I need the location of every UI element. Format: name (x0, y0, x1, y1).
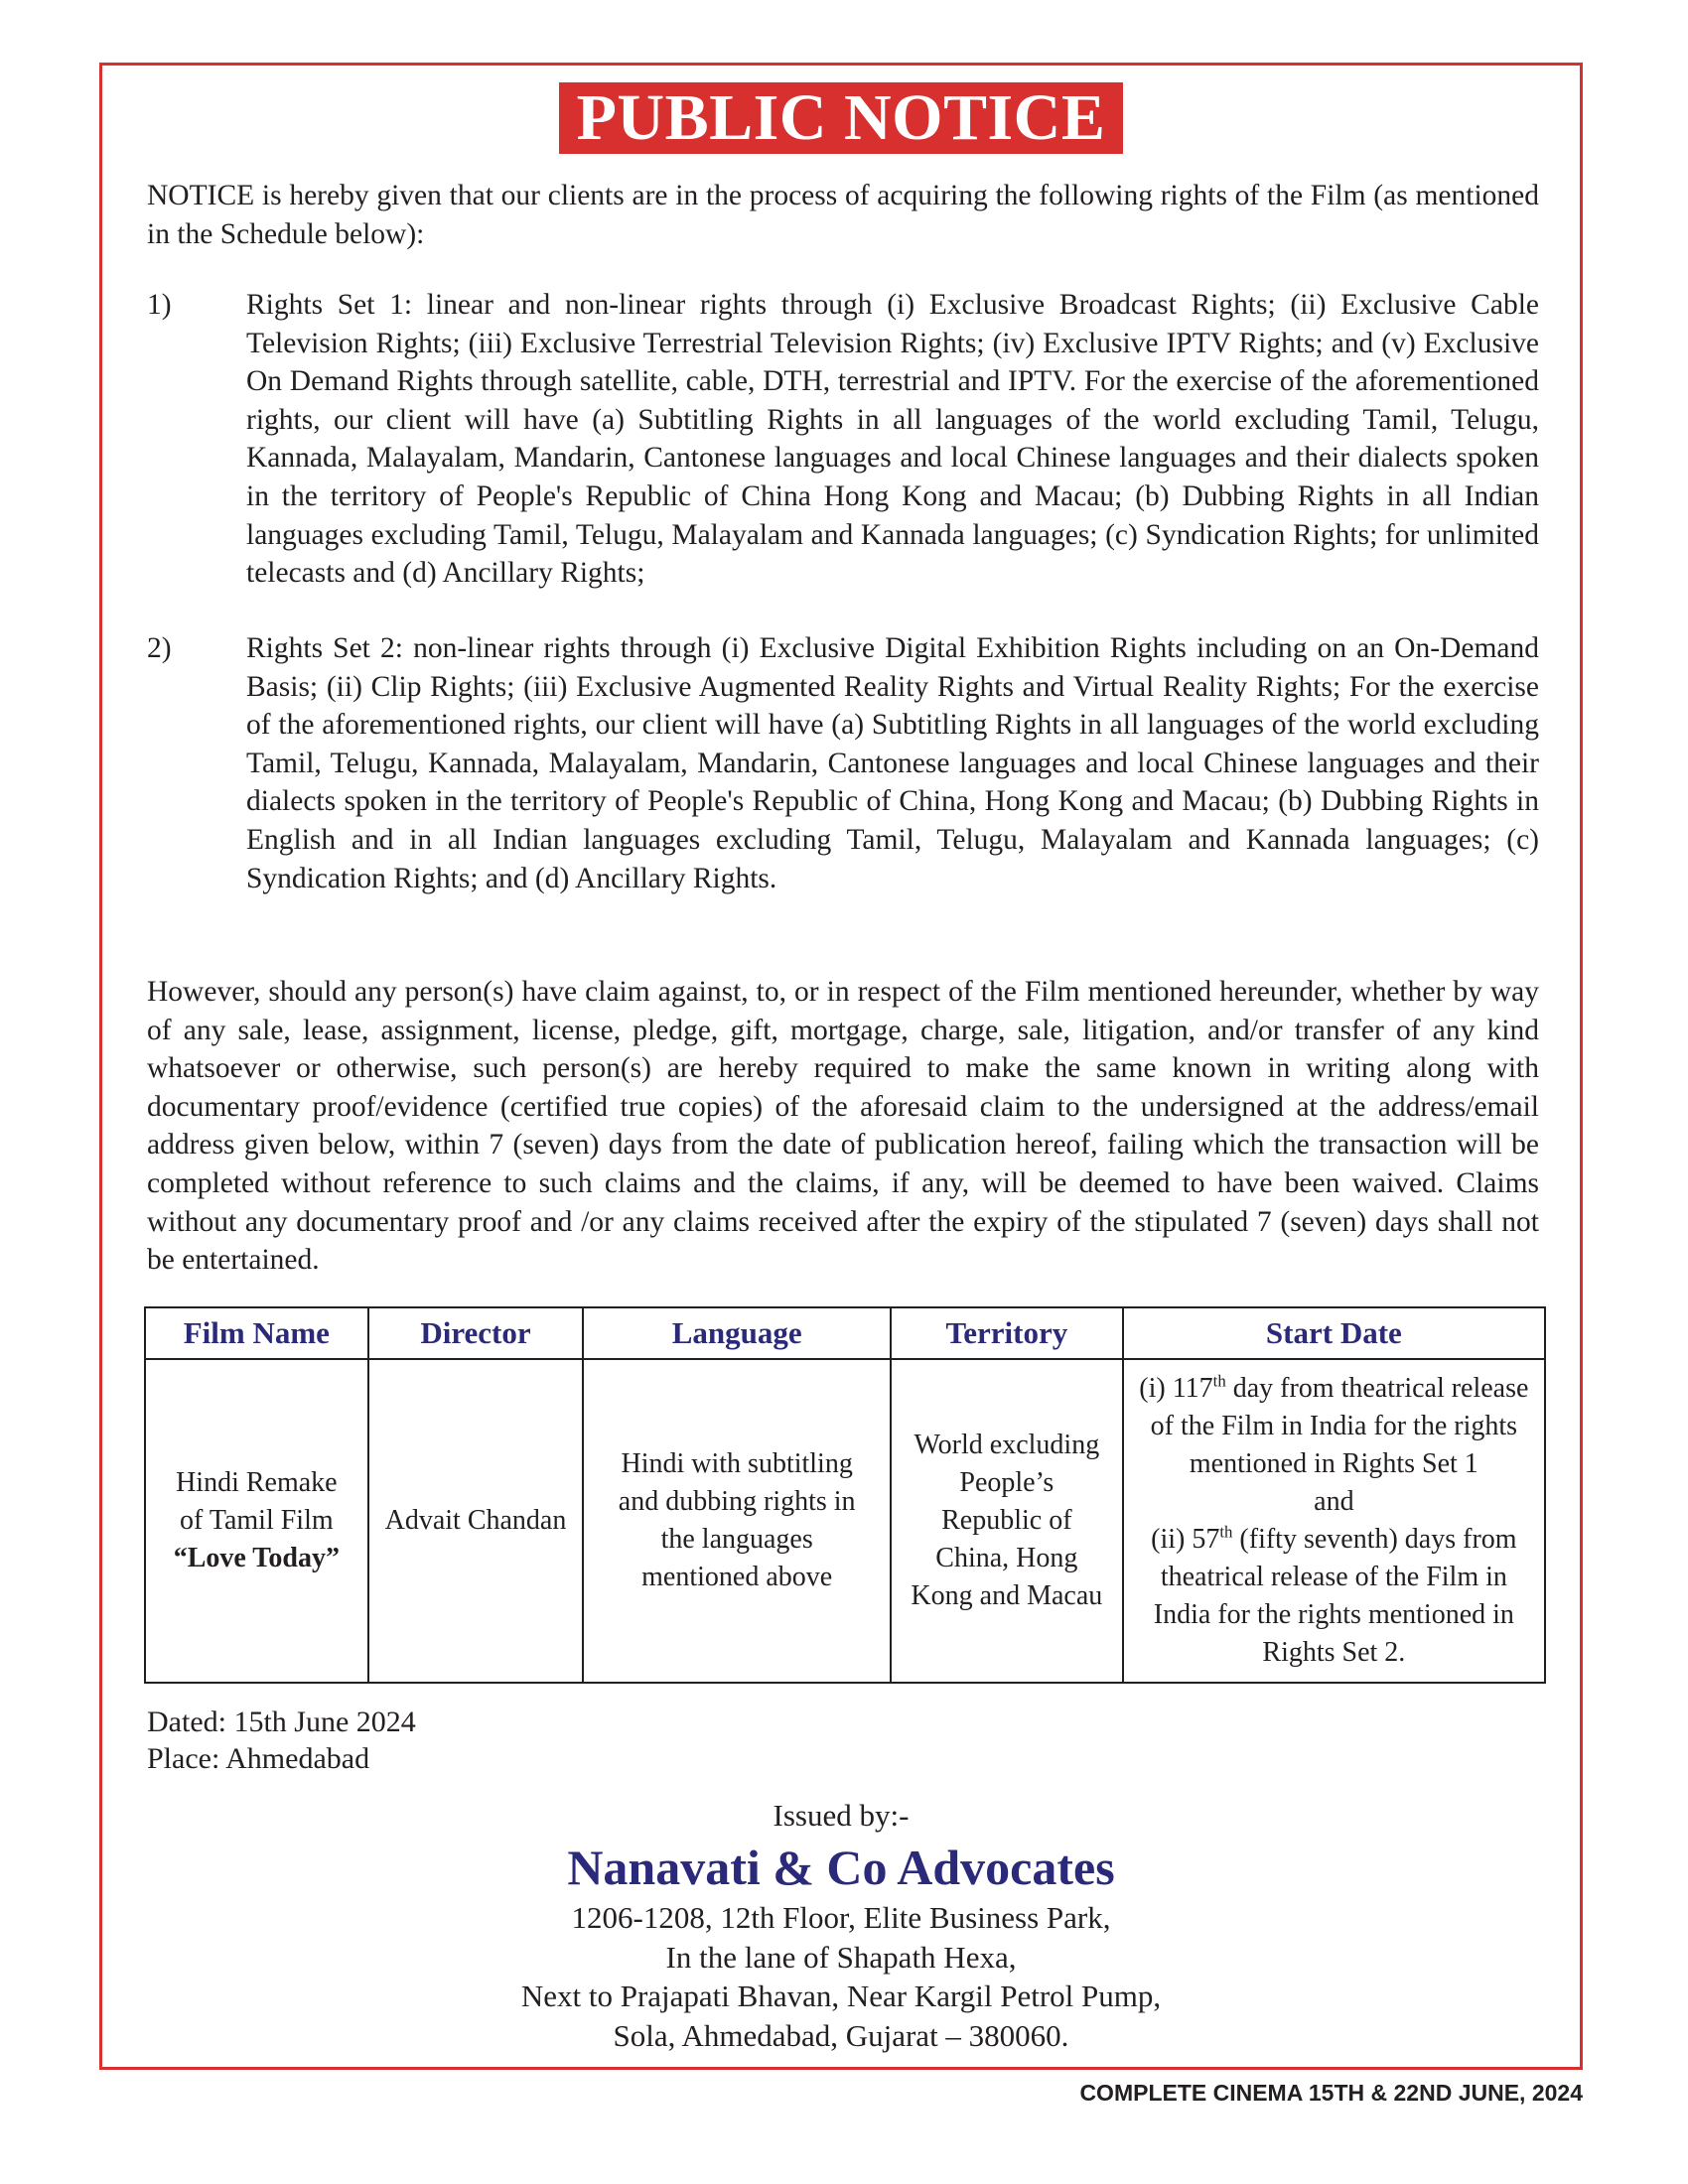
firm-name: Nanavati & Co Advocates (567, 1840, 1115, 1895)
place-line: Place: Ahmedabad (147, 1742, 370, 1775)
header-language: Language (583, 1307, 891, 1359)
start-a-pre: (i) 117 (1139, 1373, 1213, 1404)
notice-frame (99, 63, 1583, 2070)
table-header-row (145, 1307, 1545, 1359)
cell-director: Advait Chandan (368, 1359, 584, 1683)
item-text: Rights Set 2: non-linear rights through (i) Exclusive Digital Exhibition Rights including on an On-Demand Basis; (ii) Clip Rights; (iii) Exclusive Augmented Reality Rights and Virtual Reality Rights; For the exercise of the aforementioned rights, our client will have (a) Subtitling Rights in all languages of the world excluding Tamil, Telugu, Kannada, Malayalam, Mandarin, Cantonese languages and local Chinese languages and their dialects spoken in the territory of People's Republic of China, Hong Kong and Macau; (b) Dubbing Rights in English and in all Indian languages excluding Tamil, Telugu, Malayalam and Kannada languages; (c) Syndication Rights; and (d) Ancillary Rights. (246, 632, 1539, 894)
cell-language: Hindi with subtitling and dubbing rights in the languages mentioned above (583, 1359, 891, 1683)
start-a-post: day from theatrical release of the Film in India for the rights mentioned in Rights Set 1 (1150, 1373, 1529, 1479)
claims-paragraph: However, should any person(s) have claim against, to, or in respect of the Film mentioned hereunder, whether by way of any sale, lease, assignment, license, pledge, gift, mortgage, charge, sale, litigation, and/or transfer of any kind whatsoever or otherwise, such person(s) are hereby required to make the same known in writing along with documentary proof/evidence (certified true copies) of the aforesaid claim to the undersigned at the address/email address given below, within 7 (seven) days from the date of publication hereof, failing which the transaction will be completed without reference to such claims and the claims, if any, will be deemed to have been waived. Claims without any documentary proof and /or any claims received after the expiry of the stipulated 7 (seven) days shall not be entertained. (147, 976, 1539, 1277)
start-b-sup: th (1219, 1522, 1233, 1542)
rights-item-2 (147, 629, 1539, 897)
film-line-2: of Tamil Film (180, 1505, 334, 1536)
header-director: Director (368, 1307, 584, 1359)
title-wrap (102, 82, 1580, 154)
cell-film-name (145, 1359, 368, 1683)
header-start-date: Start Date (1123, 1307, 1545, 1359)
start-a-sup: th (1212, 1371, 1226, 1391)
start-date-set-2 (1138, 1521, 1530, 1672)
item-number: 2) (147, 632, 172, 664)
start-b-pre: (ii) 57 (1151, 1524, 1220, 1555)
header-territory: Territory (891, 1307, 1123, 1359)
address-line: Next to Prajapati Bhavan, Near Kargil Petrol Pump, (520, 1979, 1162, 2013)
header-film-name: Film Name (145, 1307, 368, 1359)
address-line: In the lane of Shapath Hexa, (665, 1939, 1017, 1975)
rights-item-1 (147, 286, 1539, 593)
intro-paragraph: NOTICE is hereby given that our clients are in the process of acquiring the following rights of the Film (as mentioned in the Schedule below): (147, 180, 1539, 250)
film-line-1: Hindi Remake (176, 1467, 338, 1498)
address-line: 1206-1208, 12th Floor, Elite Business Park, (571, 1900, 1111, 1935)
item-number: 1) (147, 289, 172, 321)
film-title: “Love Today” (173, 1543, 340, 1573)
date-place-block (147, 1704, 416, 1777)
start-date-set-1 (1138, 1370, 1530, 1483)
item-text: Rights Set 1: linear and non-linear rights through (i) Exclusive Broadcast Rights; (ii) Exclusive Cable Television Rights; (iii) Exclusive Terrestrial Television Rights; (iv) Exclusive IPTV Rights; and (v) Exclusive On Demand Rights through satellite, cable, DTH, terrestrial and IPTV. For the exercise of the aforementioned rights, our client will have (a) Subtitling Rights in all languages of the world excluding Tamil, Telugu, Kannada, Malayalam, Mandarin, Cantonese languages and local Chinese languages and their dialects spoken in the territory of People's Republic of China Hong Kong and Macau; (b) Dubbing Rights in all Indian languages excluding Tamil, Telugu, Malayalam and Kannada languages; (c) Syndication Rights; for unlimited telecasts and (d) Ancillary Rights; (246, 289, 1539, 590)
table-row (145, 1359, 1545, 1683)
cell-territory: World excluding People’s Republic of China, Hong Kong and Macau (891, 1359, 1123, 1683)
publication-footer: COMPLETE CINEMA 15TH & 22ND JUNE, 2024 (1079, 2080, 1583, 2106)
schedule-table (144, 1306, 1546, 1684)
dated-line: Dated: 15th June 2024 (147, 1706, 416, 1738)
start-b-post: (fifty seventh) days from theatrical release of the Film in India for the rights mentioned in Rights Set 2. (1153, 1524, 1517, 1668)
firm-address (102, 1898, 1580, 2055)
address-line: Sola, Ahmedabad, Gujarat – 380060. (613, 2017, 1069, 2053)
issued-by: Issued by:- (773, 1798, 910, 1833)
notice-title: PUBLIC NOTICE (559, 82, 1124, 154)
cell-start-date (1123, 1359, 1545, 1683)
start-date-and: and (1314, 1486, 1354, 1517)
